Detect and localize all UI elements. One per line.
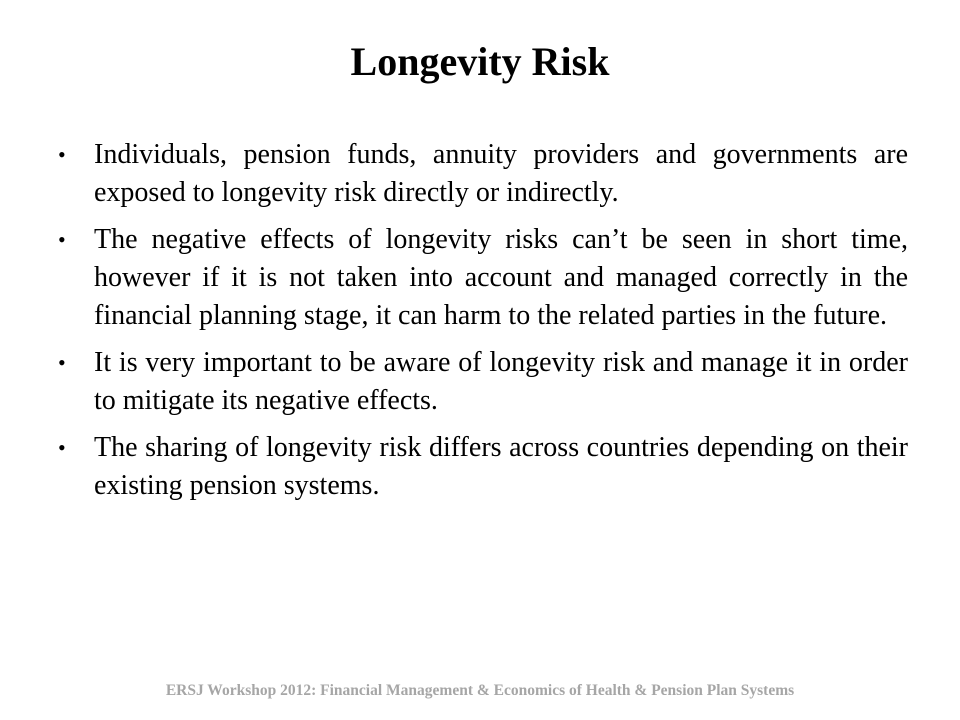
bullet-icon: • xyxy=(58,350,66,375)
bullet-text: Individuals, pension funds, annuity providers and governments are exposed to longevity risk directly or indirectly. xyxy=(94,139,908,208)
bullet-text: The sharing of longevity risk differs across countries depending on their existing pension systems. xyxy=(94,432,908,501)
bullet-text: The negative effects of longevity risks can’t be seen in short time, however if it is not taken into account and managed correctly in the financial planning stage, it can harm to the related parties in the future. xyxy=(94,224,908,331)
bullet-icon: • xyxy=(58,435,66,460)
bullet-icon: • xyxy=(58,227,66,252)
bullet-icon: • xyxy=(58,142,66,167)
bullet-list xyxy=(52,136,908,514)
slide-footer: ERSJ Workshop 2012: Financial Management & Economics of Health & Pension Plan Systems xyxy=(165,682,795,699)
slide-title: Longevity Risk xyxy=(350,39,610,84)
bullet-item xyxy=(52,136,908,212)
bullet-item xyxy=(52,344,908,420)
bullet-item xyxy=(52,429,908,505)
bullet-item xyxy=(52,221,908,335)
bullet-text: It is very important to be aware of longevity risk and manage it in order to mitigate its negative effects. xyxy=(94,347,908,416)
